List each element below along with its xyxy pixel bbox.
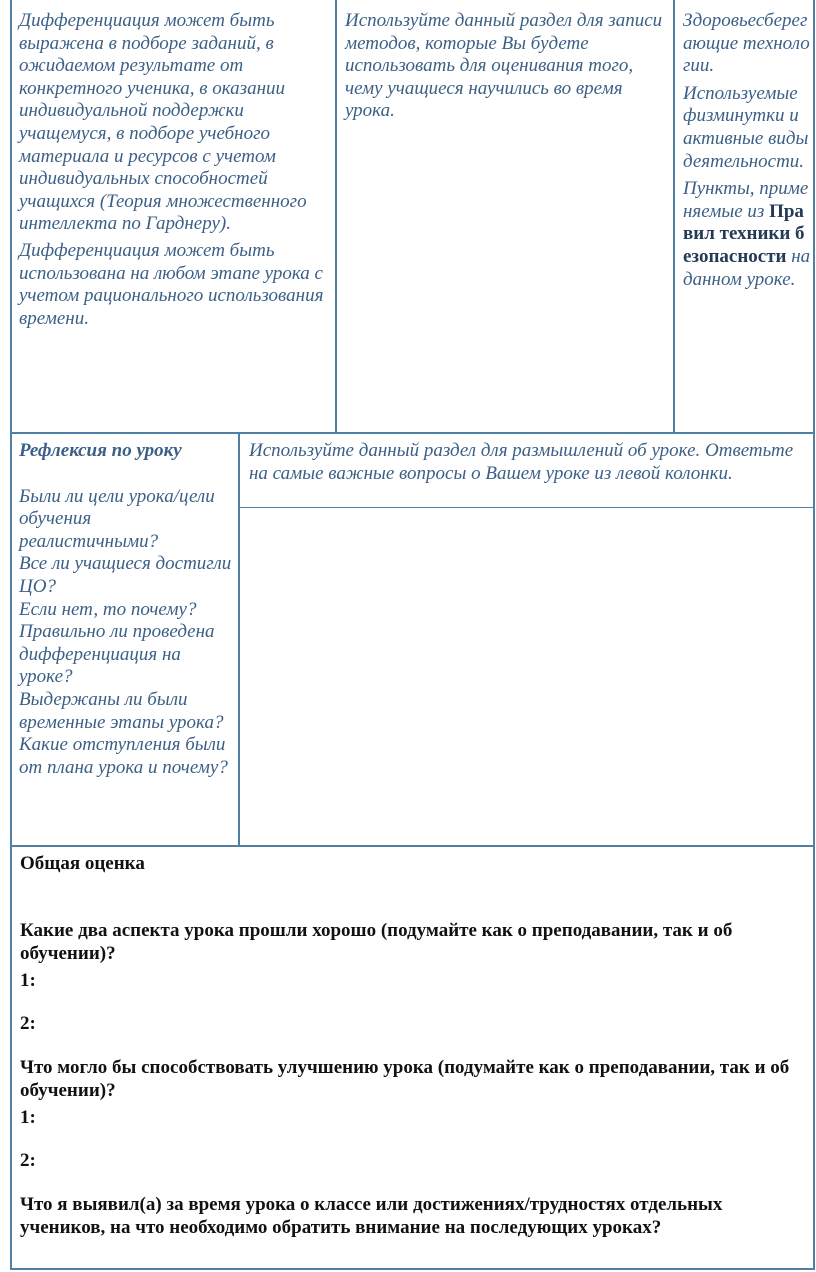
differentiation-cell (19, 10, 331, 330)
reflection-question: Правильно ли проведена дифференциация на уроке? (19, 621, 215, 688)
health-text-3 (683, 178, 811, 291)
health-text-3-start: Пункты, применяемые из (683, 178, 809, 222)
table-border-bottom (10, 1268, 815, 1270)
question-observations: Что я выявил(а) за время урока о классе или достижениях/трудностях отдельных учеников, на что необходимо обратить внимание на последующих уроках? (20, 1194, 723, 1238)
column-divider (335, 0, 337, 434)
question-improvement: Что могло бы способствовать улучшению урока (подумайте как о преподавании, так и об обучении)? (20, 1057, 790, 1101)
reflection-question: Если нет, то почему? (19, 598, 197, 620)
health-text-2: Используемые физминутки и активные виды деятельности. (683, 82, 809, 172)
row-divider (10, 432, 815, 434)
differentiation-text-2: Дифференциация может быть использована на любом этапе урока с учетом рационального использования времени. (19, 239, 324, 329)
health-cell (683, 10, 811, 291)
answer-label-2: 2: (20, 1013, 36, 1034)
assessment-text: Используйте данный раздел для записи методов, которые Вы будете использовать для оценивания того, чему учащиеся научились во время урока. (345, 10, 663, 122)
reflection-instruction: Используйте данный раздел для размышлений об уроке. Ответьте на самые важные вопросы о Вашем уроке из левой колонки. (249, 440, 794, 484)
answer-label-1: 1: (20, 1107, 36, 1128)
reflection-question: Какие отступления были от плана урока и почему? (19, 734, 228, 778)
overall-title: Общая оценка (20, 853, 145, 874)
column-divider (673, 0, 675, 434)
answer-label-2: 2: (20, 1150, 36, 1171)
differentiation-text-1: Дифференциация может быть выражена в подборе заданий, в ожидаемом результате от конкретного ученика, в оказании индивидуальной поддержки учащемуся, в подборе учебного материала и ресурсов с учетом индивидуальных способностей учащихся (Теория множественного интеллекта по Гарднеру). (19, 10, 307, 235)
reflection-answer-area[interactable] (240, 508, 813, 845)
health-text-3-end: на данном уроке. (683, 245, 811, 290)
row-divider (10, 845, 815, 847)
table-border-right (813, 0, 815, 1270)
reflection-question: Были ли цели урока/цели обучения реалистичными? (19, 485, 215, 552)
overall-assessment-cell (20, 852, 806, 1239)
reflection-question: Все ли учащиеся достигли ЦО? (19, 553, 232, 597)
assessment-cell (345, 10, 665, 123)
table-border-top (10, 0, 12, 1270)
answer-label-1: 1: (20, 970, 36, 991)
reflection-title: Рефлексия по уроку (19, 440, 182, 461)
question-went-well: Какие два аспекта урока прошли хорошо (подумайте как о преподавании, так и об обучении)? (20, 920, 733, 964)
reflection-instruction-cell (249, 440, 811, 485)
reflection-question: Выдержаны ли были временные этапы урока? (19, 688, 224, 733)
safety-rules-text: Правил техники безопасности (683, 200, 805, 267)
reflection-cell (19, 440, 234, 779)
health-text-1: Здоровьесберегающие технологии. (683, 10, 810, 77)
